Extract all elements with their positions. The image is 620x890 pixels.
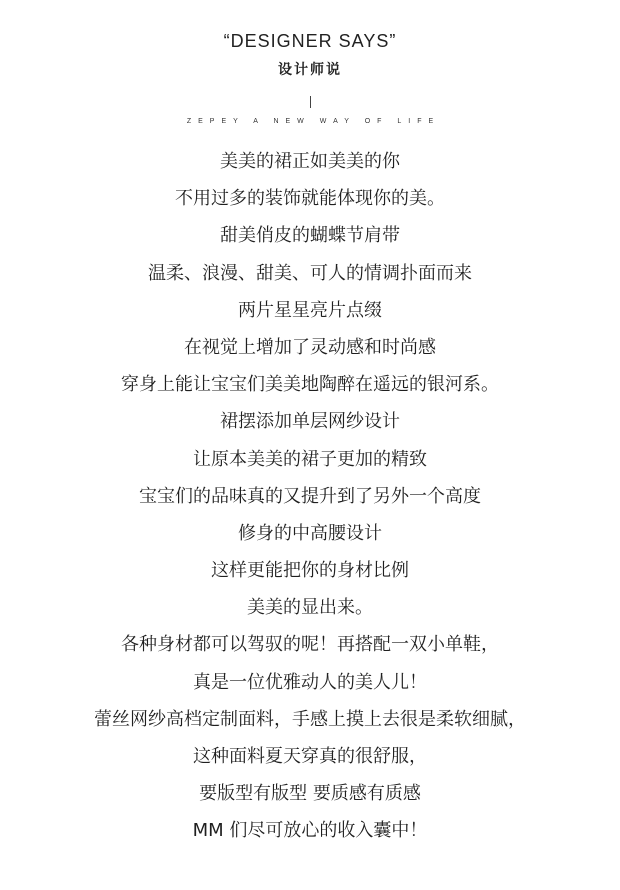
description-line: 修身的中高腰设计 — [238, 522, 382, 544]
designer-says-title: “DESIGNER SAYS” — [223, 31, 397, 51]
description-line: 美美的裙正如美美的你 — [220, 151, 400, 172]
description-line: 真是一位优雅动人的美人儿！ — [193, 671, 427, 693]
description-line: 要版型有版型 要质感有质感 — [199, 783, 421, 805]
vertical-divider — [310, 96, 311, 108]
description-line: 穿身上能让宝宝们美美地陶醉在遥远的银河系。 — [121, 374, 499, 396]
description-line: 不用过多的装饰就能体现你的美。 — [175, 188, 445, 210]
description-line: 宝宝们的品味真的又提升到了另外一个高度 — [139, 485, 481, 507]
description-line: 在视觉上增加了灵动感和时尚感 — [184, 336, 436, 358]
brand-tagline: ZEPEY A NEW WAY OF LIFE — [186, 118, 441, 125]
description-line: 蕾丝网纱高档定制面料，手感上摸上去很是柔软细腻， — [94, 708, 526, 730]
description-line: 这样更能把你的身材比例 — [211, 560, 409, 582]
description-line: 裙摆添加单层网纱设计 — [220, 411, 400, 433]
description-line: 美美的显出来。 — [247, 597, 373, 619]
description-line: MM 们尽可放心的收入囊中！ — [192, 820, 428, 842]
designer-says-subtitle: 设计师说 — [278, 62, 342, 78]
description-line: 这种面料夏天穿真的很舒服， — [193, 746, 427, 767]
description-line: 两片星星亮片点缀 — [238, 299, 382, 321]
header — [0, 30, 620, 127]
description-line: 甜美俏皮的蝴蝶节肩带 — [220, 225, 400, 247]
description-line: 各种身材都可以驾驭的呢！再搭配一双小单鞋， — [121, 634, 499, 656]
description-line: 温柔、浪漫、甜美、可人的情调扑面而来 — [148, 262, 472, 284]
description-text-block — [0, 143, 620, 850]
description-line: 让原本美美的裙子更加的精致 — [193, 448, 427, 470]
